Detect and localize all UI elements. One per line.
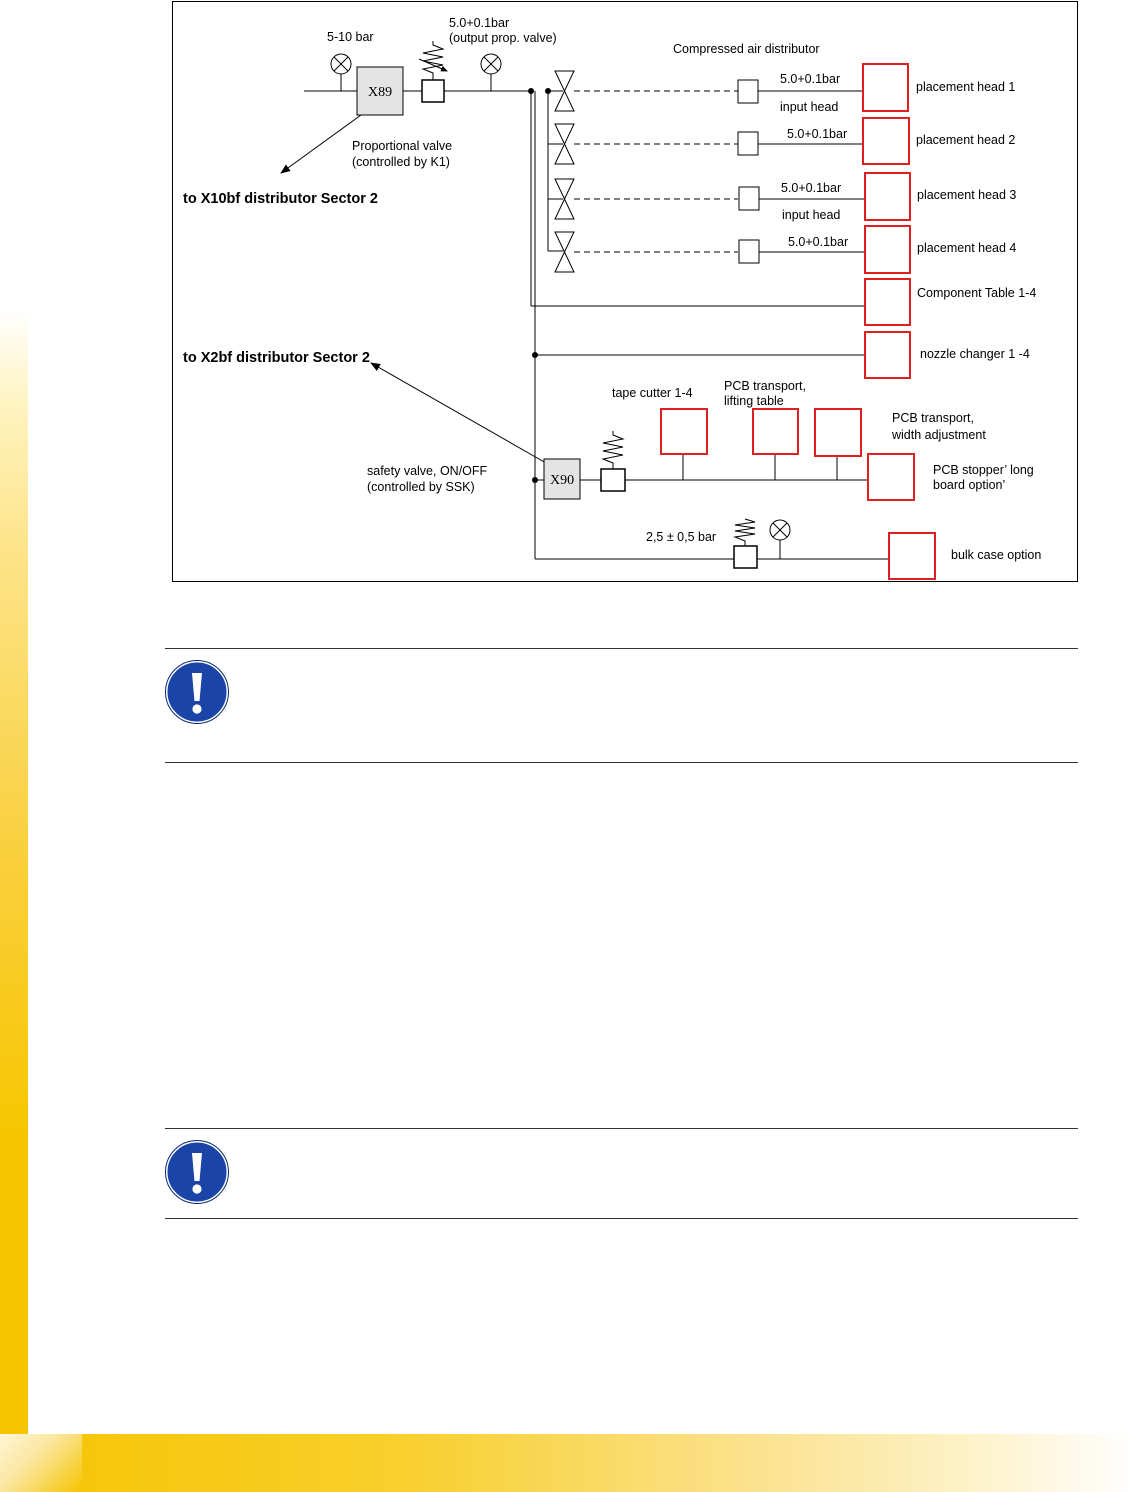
output-pressure-note: (output prop. valve) <box>449 31 557 45</box>
prop-valve-label: Proportional valve <box>352 139 453 153</box>
pcb-lifting-label: PCB transport, <box>724 379 806 393</box>
placement-head-1-label: placement head 1 <box>916 80 1016 94</box>
head4-pressure: 5.0+0.1bar <box>788 235 849 249</box>
placement-head-3-label: placement head 3 <box>917 188 1017 202</box>
notice-icon <box>165 660 229 724</box>
component-table-label: Component Table 1-4 <box>917 286 1037 300</box>
bulk-case-label: bulk case option <box>951 548 1042 562</box>
head2-pressure: 5.0+0.1bar <box>787 127 848 141</box>
footer-corner <box>0 1434 82 1492</box>
pressure-gauge-bulk <box>770 520 790 559</box>
notice-icon <box>165 1140 229 1204</box>
pcb-stopper-note: board option’ <box>933 478 1006 492</box>
prop-valve-note: (controlled by K1) <box>352 155 450 169</box>
head1-pressure: 5.0+0.1bar <box>780 72 841 86</box>
safety-valve-note: (controlled by SSK) <box>367 480 475 494</box>
pcb-width-note: width adjustment <box>892 428 986 442</box>
pressure-gauge-output <box>481 54 501 91</box>
valve-x89-label: X89 <box>368 85 393 100</box>
nozzle-changer-label: nozzle changer 1 -4 <box>920 347 1030 361</box>
notice-block-1 <box>165 648 1078 763</box>
pressure-gauge-inlet <box>331 54 351 91</box>
placement-head-4-label: placement head 4 <box>917 241 1017 255</box>
to-x2bf-label: to X2bf distributor Sector 2 <box>183 350 370 366</box>
bulk-pressure-label: 2,5 ± 0,5 bar <box>646 530 717 544</box>
to-x10bf-label: to X10bf distributor Sector 2 <box>183 191 378 207</box>
safety-valve-label: safety valve, ON/OFF <box>367 464 488 478</box>
pcb-lifting-note: lifting table <box>724 394 784 408</box>
pcb-stopper-label: PCB stopper’ long <box>933 463 1034 477</box>
valve-x90-label: X90 <box>550 473 575 488</box>
input-head-2: input head <box>782 208 841 222</box>
head3-pressure: 5.0+0.1bar <box>781 181 842 195</box>
distributor-title: Compressed air distributor <box>673 42 820 56</box>
notice-block-2 <box>165 1128 1078 1219</box>
tape-cutter-label: tape cutter 1-4 <box>612 386 693 400</box>
output-pressure-label: 5.0+0.1bar <box>449 16 510 30</box>
head-valves <box>555 71 574 272</box>
placement-head-2-label: placement head 2 <box>916 133 1016 147</box>
inlet-pressure-label: 5-10 bar <box>327 30 374 44</box>
input-head-1: input head <box>780 100 839 114</box>
pneumatic-diagram <box>172 1 1078 582</box>
consumer-boxes <box>661 64 935 579</box>
side-accent-bar <box>0 310 28 1492</box>
pcb-width-label: PCB transport, <box>892 411 974 425</box>
footer-accent-bar <box>0 1434 1135 1492</box>
pneumatic-diagram-svg <box>173 2 1079 583</box>
